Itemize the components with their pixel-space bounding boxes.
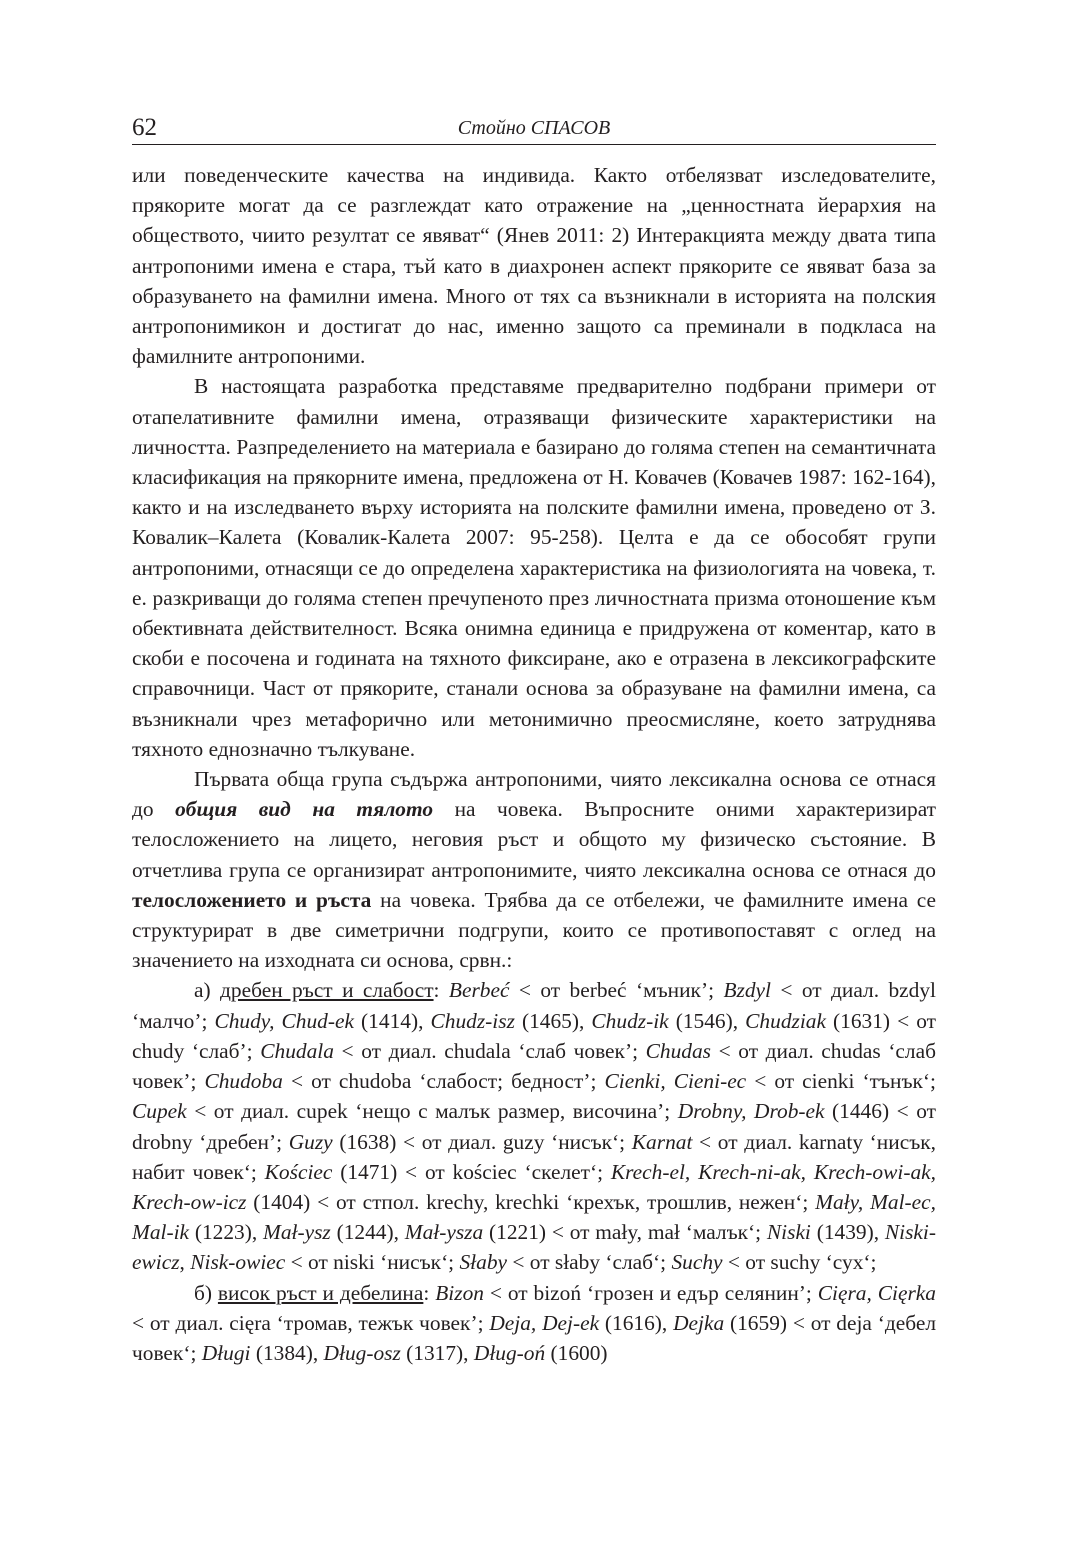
italic-term: Dług-osz bbox=[323, 1340, 401, 1365]
text-run: (1404) < от стпол. krechy, krechki ‘крехък, трошлив, нежен‘; bbox=[246, 1189, 816, 1214]
text-run: (1471) < от kościec ‘скелет‘; bbox=[332, 1159, 611, 1184]
italic-term: Słaby bbox=[459, 1250, 508, 1275]
italic-term: Niski-ewicz bbox=[132, 1220, 936, 1275]
bold-italic-term: общия вид на тялото bbox=[175, 797, 434, 822]
text-run: (1546), bbox=[668, 1008, 746, 1033]
text-run: (1446) < от drobny ‘дребен’; bbox=[132, 1099, 936, 1154]
text-run: (1439), bbox=[810, 1220, 885, 1245]
paragraph bbox=[132, 160, 936, 371]
text-run: на човека. Трябва да се отбележи, че фамилните имена се структурират в две симетрични подгрупи, които се противопоставят с оглед на значението на изходната си основа, срвн.: bbox=[132, 887, 936, 973]
text-run: (1317), bbox=[400, 1340, 474, 1365]
text-run: (1638) < от диал. guzy ‘нисък‘; bbox=[332, 1129, 632, 1154]
paragraph bbox=[132, 1278, 936, 1369]
text-run: Първата обща група съдържа антропоними, чиято лексикална основа се отнася до bbox=[132, 767, 936, 822]
text-run: < от диал. cupek ‘нещо с малък размер, височина’; bbox=[186, 1099, 678, 1124]
text-run: (1465), bbox=[514, 1008, 592, 1033]
text-run: (1631) < от chudy ‘слаб’; bbox=[132, 1008, 936, 1063]
italic-term: Deja, Dej-ek bbox=[489, 1310, 600, 1335]
text-run: < от berbeć ‘мъник’; bbox=[509, 978, 724, 1003]
italic-term: Chudy, Chud-ek bbox=[214, 1008, 354, 1033]
body-text bbox=[132, 160, 936, 1368]
text-run: < от диал. cięra ‘тромав, тежък човек’; bbox=[132, 1310, 490, 1335]
italic-term: Chudziak bbox=[745, 1008, 826, 1033]
page-header bbox=[132, 112, 936, 145]
text-run: (1616), bbox=[599, 1310, 674, 1335]
text-run: : bbox=[423, 1280, 436, 1305]
italic-term: Niski bbox=[766, 1220, 811, 1245]
italic-term: Krech-el, Krech-ni-ak, Krech-owi-ak, Krech-ow-icz bbox=[132, 1159, 936, 1214]
text-run: , bbox=[179, 1250, 191, 1275]
italic-term: Berbeć bbox=[448, 978, 510, 1003]
text-run: < от диал. bzdyl ‘малчо’; bbox=[132, 978, 936, 1033]
italic-term: Mał-ysza bbox=[404, 1220, 484, 1245]
text-run: а) bbox=[194, 978, 221, 1003]
text-run: (1600) bbox=[545, 1340, 608, 1365]
italic-term: Suchy bbox=[671, 1250, 723, 1275]
text-run: б) bbox=[194, 1280, 218, 1305]
text-run: или поведенческите качества на индивида. Както отбелязват изследователите, прякорите могат да се разглеждат като отражение на „ценностната йерархия на обществото, чиито резултат се явяват“ (Янев 2011: 2) Интеракцията между двата типа антропоними имена е стара, тъй като в диахронен аспект прякорите се явяват база за образуването на фамилни имена. Много от тях са възникнали в историята на полския антропонимикон и достигат до нас, именно защото са преминали в подкласа на фамилните антропоними. bbox=[132, 163, 936, 369]
text-run: (1223), bbox=[189, 1220, 264, 1245]
text-run: < от диал. karnaty ‘нисък, набит човек‘; bbox=[132, 1129, 936, 1184]
text-run: (1414), bbox=[354, 1008, 431, 1033]
italic-term: Chudas bbox=[645, 1038, 711, 1063]
italic-term: Karnat bbox=[631, 1129, 693, 1154]
italic-term: Dług-oń bbox=[473, 1340, 546, 1365]
paragraph bbox=[132, 975, 936, 1277]
text-run: В настоящата разработка представяме предварително подбрани примери от отапелативните фамилни имена, отразяващи физическите характеристики на личността. Разпределението на материала е базирано до голяма степен на семантичната класификация на прякорните имена, предложена от Н. Ковачев (Ковачев 1987: 162-164), както и на изследването върху историята на полските фамилни имена, проведено от З. Ковалик–Калета (Ковалик-Калета 2007: 95-258). Целта е да се обособят групи антропоними, отнасящи се до определена характеристика на физиологията на човека, т. е. разкриващи до голяма степен пречупеното през личностната призма отоношение към обективната действителност. Всяка онимна единица е придружена от коментар, като в скоби е посочена и годината на тяхното фиксиране, ако е отразена в лексикографските справочници. Част от прякорите, станали основа за образуване на фамилни имена, са възникнали чрез метафорично или метонимично преосмисляне, което затруднява тяхното еднозначно тълкуване. bbox=[132, 374, 936, 761]
text-run: < от cienki ‘тънък‘; bbox=[746, 1069, 936, 1094]
italic-term: Dejka bbox=[673, 1310, 725, 1335]
text-run: (1659) < от deja ‘дебел човек‘; bbox=[132, 1310, 936, 1365]
italic-term: Chudz-isz bbox=[430, 1008, 515, 1033]
running-head: Стойно СПАСОВ bbox=[457, 117, 611, 139]
italic-term: Chudz-ik bbox=[591, 1008, 669, 1033]
italic-term: Cienki, Cieni-ec bbox=[604, 1069, 747, 1094]
bold-term: телосложението и ръста bbox=[132, 887, 372, 912]
italic-term: Bzdyl bbox=[723, 978, 771, 1003]
text-run: : bbox=[433, 978, 449, 1003]
underlined-heading: дребен ръст и слабост bbox=[220, 978, 434, 1003]
text-run: < от chudoba ‘слабост; бедност’; bbox=[282, 1069, 605, 1094]
italic-term: Chudoba bbox=[204, 1069, 283, 1094]
underlined-heading: висок ръст и дебелина bbox=[217, 1280, 424, 1305]
italic-term: Bizon bbox=[435, 1280, 484, 1305]
italic-term: Guzy bbox=[288, 1129, 333, 1154]
text-run: < от niski ‘нисък‘; bbox=[285, 1250, 460, 1275]
text-run: < от диал. chudas ‘слаб човек’; bbox=[132, 1038, 936, 1094]
paragraph bbox=[132, 764, 936, 975]
italic-term: Mały, Mal-ec, Mal-ik bbox=[132, 1189, 936, 1245]
text-run: на човека. Въпросните оними характеризират телосложението на лицето, неговия ръст и общото му физическо състояние. В отчетлива група се организират антропонимите, чиято лексикална основа се отнася до bbox=[132, 797, 936, 882]
italic-term: Mał-ysz bbox=[263, 1220, 331, 1245]
italic-term: Kościec bbox=[264, 1159, 333, 1184]
text-run: < от bizoń ‘грозен и едър селянин’; bbox=[483, 1280, 818, 1305]
italic-term: Nisk-owiec bbox=[190, 1250, 286, 1275]
text-run: (1244), bbox=[330, 1220, 405, 1245]
text-run: (1384), bbox=[250, 1340, 324, 1365]
italic-term: Cięra, Cięrka bbox=[817, 1280, 936, 1305]
italic-term: Drobny, Drob-ek bbox=[677, 1099, 825, 1124]
text-run: < от диал. chudala ‘слаб човек’; bbox=[333, 1038, 646, 1063]
text-run: < от słaby ‘слаб‘; bbox=[507, 1250, 672, 1275]
italic-term: Chudala bbox=[260, 1038, 334, 1063]
italic-term: Długi bbox=[201, 1340, 251, 1365]
paragraph bbox=[132, 371, 936, 764]
text-run: < от suchy ‘сух‘; bbox=[722, 1250, 877, 1275]
italic-term: Cupek bbox=[132, 1099, 187, 1124]
text-run: (1221) < от mały, mał ‘малък‘; bbox=[483, 1220, 767, 1245]
page-number: 62 bbox=[132, 114, 157, 141]
